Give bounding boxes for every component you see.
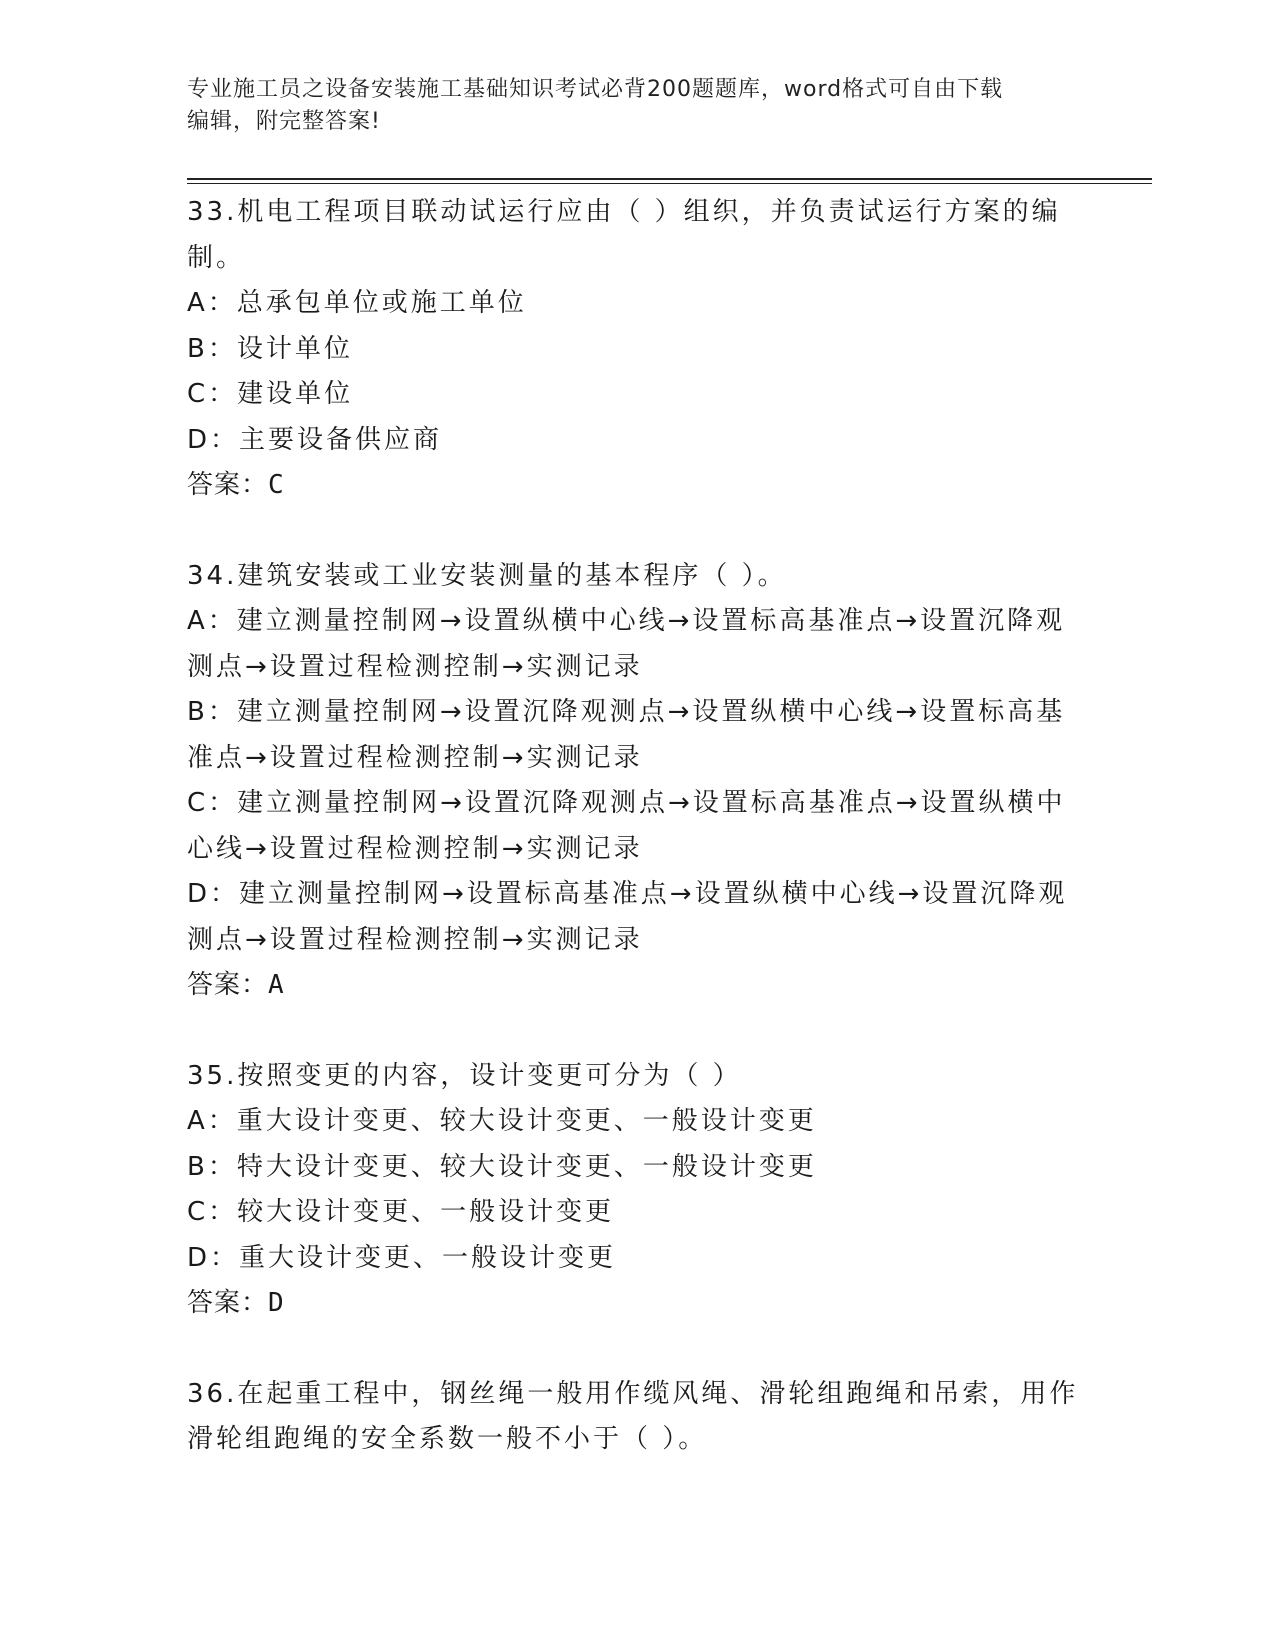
- option-c-cont: 心线→设置过程检测控制→实测记录: [187, 833, 643, 864]
- header-divider: [187, 178, 1152, 180]
- option-b-cont: 准点→设置过程检测控制→实测记录: [187, 742, 643, 773]
- question-stem: 35.按照变更的内容，设计变更可分为（ ）: [187, 1060, 742, 1091]
- question-33: [187, 190, 1087, 509]
- option-d-cont: 测点→设置过程检测控制→实测记录: [187, 924, 643, 955]
- option-d: D：建立测量控制网→设置标高基准点→设置纵横中心线→设置沉降观: [187, 879, 1068, 909]
- option-c: C：建设单位: [187, 379, 354, 409]
- question-35: [187, 1054, 1087, 1327]
- option-a: A：重大设计变更、较大设计变更、一般设计变更: [187, 1106, 817, 1136]
- question-stem: 34.建筑安装或工业安装测量的基本程序（ ）。: [187, 560, 787, 591]
- question-34: [187, 554, 1087, 1009]
- answer-value: D: [268, 1288, 285, 1318]
- question-stem-cont: 制。: [187, 242, 246, 273]
- option-d: D：主要设备供应商: [187, 424, 443, 455]
- answer: [187, 963, 1087, 1009]
- question-stem: 33.机电工程项目联动试运行应由（ ）组织，并负责试运行方案的编: [187, 197, 1061, 227]
- answer-label: 答案：: [187, 970, 269, 1000]
- answer-value: C: [268, 470, 285, 500]
- document-header: [187, 74, 1087, 138]
- answer-value: A: [268, 970, 285, 1000]
- header-line-1: 专业施工员之设备安装施工基础知识考试必背200题题库，word格式可自由下载: [187, 77, 1004, 102]
- question-list: [187, 190, 1087, 1508]
- question-stem-cont: 滑轮组跑绳的安全系数一般不小于（ ）。: [187, 1424, 708, 1454]
- question-stem: 36.在起重工程中，钢丝绳一般用作缆风绳、滑轮组跑绳和吊索，用作: [187, 1378, 1079, 1409]
- header-line-2: 编辑，附完整答案!: [187, 109, 381, 134]
- answer: [187, 1281, 1087, 1327]
- option-b: B：特大设计变更、较大设计变更、一般设计变更: [187, 1151, 817, 1182]
- option-c: C：较大设计变更、一般设计变更: [187, 1197, 615, 1227]
- answer-label: 答案：: [187, 1288, 269, 1318]
- option-b: B：设计单位: [187, 333, 353, 364]
- option-c: C：建立测量控制网→设置沉降观测点→设置标高基准点→设置纵横中: [187, 788, 1066, 818]
- option-a: A：总承包单位或施工单位: [187, 288, 527, 318]
- option-d: D：重大设计变更、一般设计变更: [187, 1242, 617, 1273]
- option-a-cont: 测点→设置过程检测控制→实测记录: [187, 651, 643, 682]
- option-b: B：建立测量控制网→设置沉降观测点→设置纵横中心线→设置标高基: [187, 697, 1066, 727]
- answer: [187, 463, 1087, 509]
- option-a: A：建立测量控制网→设置纵横中心线→设置标高基准点→设置沉降观: [187, 606, 1066, 636]
- answer-label: 答案：: [187, 470, 269, 500]
- question-36: [187, 1372, 1087, 1463]
- header-divider-thin: [187, 183, 1152, 184]
